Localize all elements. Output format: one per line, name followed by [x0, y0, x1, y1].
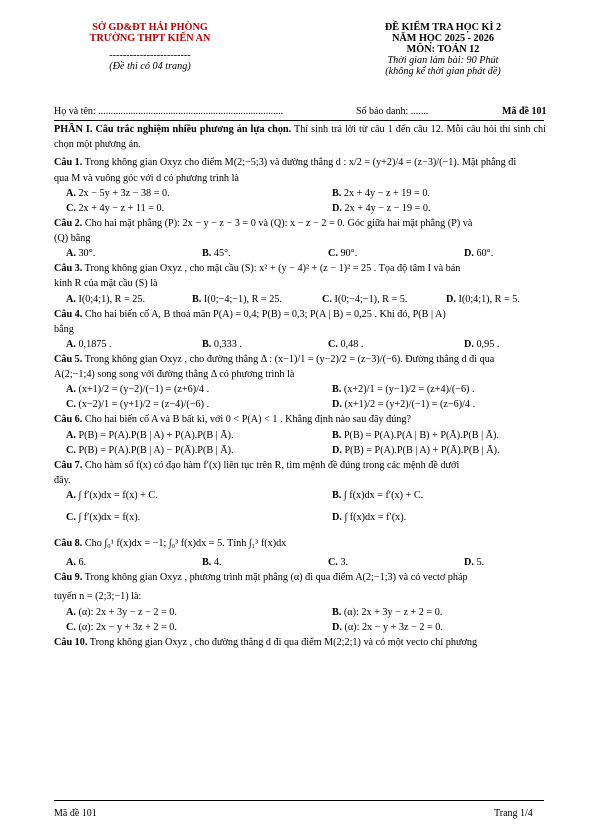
q2-options [54, 246, 546, 261]
question-2-cont: (Q) bằng [54, 233, 91, 245]
q1-option-a[interactable]: A. 2x − 5y + 3z − 38 = 0. [66, 187, 170, 199]
q5-option-d[interactable]: D. (x+1)/2 = (y+2)/(−1) = (z−6)/4 . [332, 399, 476, 411]
question-6: Câu 6. Cho hai biến cố A và B bất kì, với 0 < P(A) < 1 . Khẳng định nào sau đây đúng? [54, 414, 411, 426]
q3-option-c[interactable]: C. I(0;−4;−1), R = 5. [322, 293, 408, 305]
q5-options-row1 [54, 382, 546, 397]
q6-options-row1 [54, 428, 546, 443]
q3-option-a[interactable]: A. I(0;4;1), R = 25. [66, 293, 146, 305]
q2-option-c[interactable]: C. 90°. [328, 248, 358, 260]
q7-option-c[interactable]: C. ∫ f′(x)dx = f(x). [66, 512, 141, 524]
q4-option-a[interactable]: A. 0,1875 . [66, 339, 112, 351]
q2-option-b[interactable]: B. 45°. [202, 248, 231, 260]
q6-option-c[interactable]: C. P(B) = P(A).P(B | A) − P(Ā).P(B | Ā). [66, 444, 234, 456]
q8-option-a[interactable]: A. 6. [66, 557, 87, 569]
q8-option-c[interactable]: C. 3. [328, 557, 349, 569]
q5-option-b[interactable]: B. (x+2)/1 = (y−1)/2 = (z+4)/(−6) . [332, 384, 475, 396]
q9-options-row2 [54, 620, 546, 635]
q5-options-row2 [54, 397, 546, 412]
exam-body [54, 122, 546, 650]
header-right [330, 22, 556, 77]
q7-option-a[interactable]: A. ∫ f′(x)dx = f(x) + C. [66, 490, 158, 502]
q4-option-c[interactable]: C. 0,48 . [328, 339, 364, 351]
school-year: NĂM HỌC 2025 - 2026 [392, 33, 494, 44]
q5-option-c[interactable]: C. (x−2)/1 = (y+1)/2 = (z−4)/(−6) . [66, 399, 210, 411]
question-3: Câu 3. Trong không gian Oxyz , cho mặt cầu (S): x² + (y − 4)² + (z − 1)² = 25 . Tọa độ tâm I và bán [54, 263, 461, 275]
q7-option-d[interactable]: D. ∫ f(x)dx = f′(x). [332, 512, 407, 524]
pages-note: (Đề thi có 04 trang) [109, 61, 191, 72]
question-8: Câu 8. Cho ∫₀¹ f(x)dx = −1; ∫₀³ f(x)dx = 5. Tính ∫₁³ f(x)dx [54, 538, 287, 550]
header-left [60, 22, 240, 72]
question-1: Câu 1. Trong không gian Oxyz cho điểm M(2;−5;3) và đường thẳng d : x/2 = (y+2)/4 = (z−3)/(−1). Mặt phẳng đi [54, 157, 517, 169]
question-9: Câu 9. Trong không gian Oxyz , phương trình mặt phẳng (α) đi qua điểm A(2;−1;3) và có vectơ pháp [54, 572, 468, 584]
exam-time: Thời gian làm bài: 90 Phút [387, 55, 499, 66]
q1-option-c[interactable]: C. 2x + 4y − z + 11 = 0. [66, 202, 165, 214]
q5-option-a[interactable]: A. (x+1)/2 = (y−2)/(−1) = (z+6)/4 . [66, 384, 210, 396]
q6-option-b[interactable]: B. P(B) = P(A).P(A | B) + P(Ā).P(B | Ā). [332, 429, 499, 441]
school-name: TRƯỜNG THPT KIẾN AN [89, 33, 211, 44]
subject: MÔN: TOÁN 12 [406, 44, 480, 55]
q3-option-b[interactable]: B. I(0;−4;−1), R = 25. [192, 293, 282, 305]
q9-option-d[interactable]: D. (α): 2x − y + 3z − 2 = 0. [332, 621, 443, 633]
q3-option-d[interactable]: D. I(0;4;1), R = 5. [446, 293, 520, 305]
q9-option-a[interactable]: A. (α): 2x + 3y − z − 2 = 0. [66, 606, 177, 618]
q3-options [54, 292, 546, 307]
question-10: Câu 10. Trong không gian Oxyz , cho đường thẳng d đi qua điểm M(2;2;1) và có một vecto chỉ phương [54, 636, 478, 648]
question-7-cont: đây. [54, 474, 71, 486]
footer-page: Trang 1/4 [494, 808, 533, 819]
exam-code: Mã đề 101 [502, 106, 547, 117]
question-2: Câu 2. Cho hai mặt phẳng (P): 2x − y − z − 3 = 0 và (Q): x − z − 2 = 0. Góc giữa hai mặt phẳng (P) và [54, 217, 473, 229]
header-dashes: ------------------------ [109, 50, 191, 61]
top-rule [54, 120, 544, 121]
sbd-field: Số báo danh: ....... [356, 106, 429, 117]
q4-option-d[interactable]: D. 0,95 . [464, 339, 500, 351]
q7-options-row2 [54, 510, 546, 532]
q6-options-row2 [54, 443, 546, 458]
footer-code: Mã đề 101 [54, 808, 97, 819]
q9-option-c[interactable]: C. (α): 2x − y + 3z + 2 = 0. [66, 621, 177, 633]
q9-option-b[interactable]: B. (α): 2x + 3y − z + 2 = 0. [332, 606, 443, 618]
q1-option-d[interactable]: D. 2x + 4y − z − 19 = 0. [332, 202, 431, 214]
q1-options-row2 [54, 201, 546, 216]
name-field: Họ và tên: .......................................................................... [54, 106, 284, 117]
question-3-cont: kính R của mặt cầu (S) là [54, 278, 158, 290]
exam-title: ĐỀ KIỂM TRA HỌC KÌ 2 [384, 22, 502, 33]
question-9-cont: tuyến n = (2;3;−1) là: [54, 591, 142, 603]
question-7: Câu 7. Cho hàm số f(x) có đạo hàm f′(x) liên tục trên R, tìm mệnh đề đúng trong các mệnh đề dưới [54, 459, 460, 471]
q8-options [54, 555, 546, 570]
q4-options [54, 337, 546, 352]
q8-option-b[interactable]: B. 4. [202, 557, 222, 569]
q6-option-d[interactable]: D. P(B) = P(A).P(B | A) + P(Ā).P(B | Ā). [332, 444, 500, 456]
q4-option-b[interactable]: B. 0,333 . [202, 339, 242, 351]
department-name: SỞ GD&ĐT HẢI PHÒNG [92, 22, 208, 33]
q2-option-d[interactable]: D. 60°. [464, 248, 494, 260]
q1-option-b[interactable]: B. 2x + 4y − z + 19 = 0. [332, 187, 430, 199]
bottom-rule [54, 800, 544, 801]
q1-options-row1 [54, 186, 546, 201]
time-note: (không kể thời gian phát đề) [385, 66, 501, 77]
q6-option-a[interactable]: A. P(B) = P(A).P(B | A) + P(A).P(B | Ā). [66, 429, 234, 441]
part1-heading: PHẦN I. Câu trắc nghiệm nhiều phương án lựa chọn. Thí sinh trả lời từ câu 1 đến câu 12. Mỗi câu hỏi thí sinh chỉ chọn một phương án. [54, 124, 546, 151]
q7-option-b[interactable]: B. ∫ f(x)dx = f′(x) + C. [332, 490, 424, 502]
q2-option-a[interactable]: A. 30°. [66, 248, 96, 260]
question-5-cont: A(2;−1;4) song song với đường thẳng Δ có phương trình là [54, 369, 295, 381]
question-4-cont: bằng [54, 323, 74, 335]
question-4: Câu 4. Cho hai biến cố A, B thoả mãn P(A) = 0,4; P(B) = 0,3; P(A | B) = 0,25 . Khi đó, P(B | A) [54, 308, 446, 320]
q9-options-row1 [54, 605, 546, 620]
question-1-cont: qua M và vuông góc với d có phương trình là [54, 172, 239, 184]
question-5: Câu 5. Trong không gian Oxyz , cho đường thẳng Δ : (x−1)/1 = (y−2)/2 = (z−3)/(−6). Đường thẳng d đi qua [54, 354, 495, 366]
q7-options-row1 [54, 488, 546, 510]
q8-option-d[interactable]: D. 5. [464, 557, 485, 569]
